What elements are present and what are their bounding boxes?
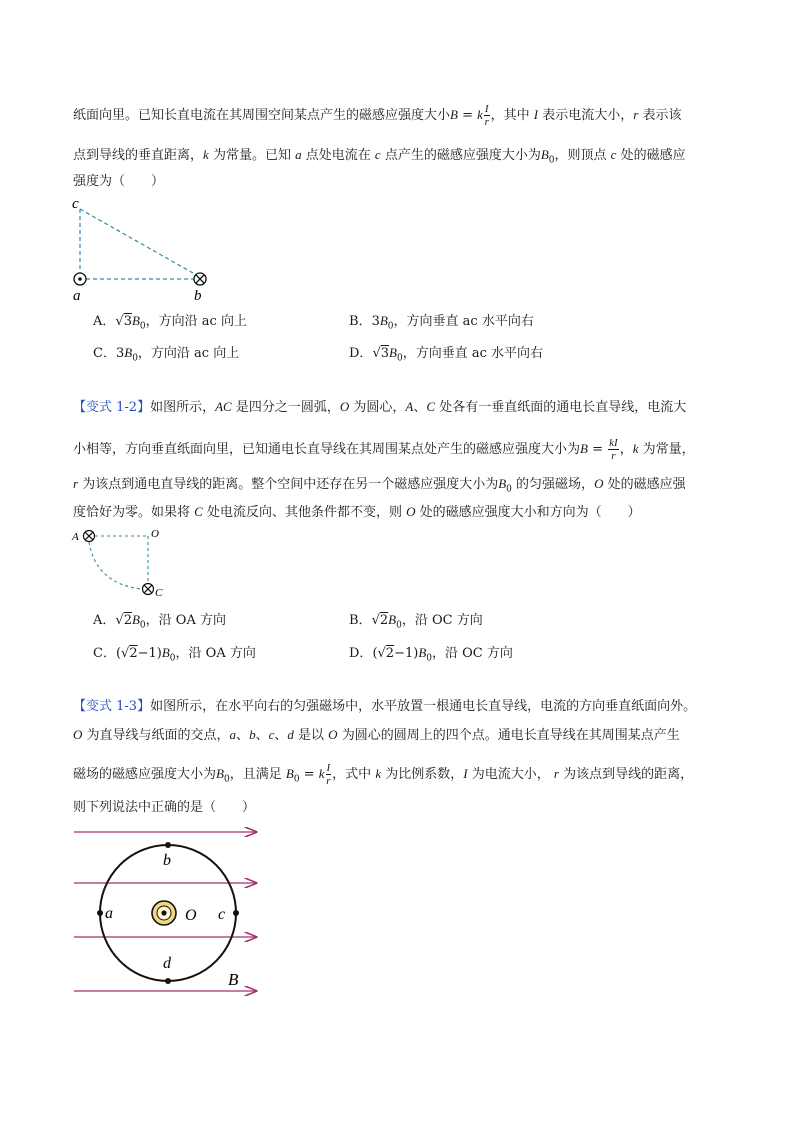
q1-line-3: 强度为（ ） xyxy=(73,174,165,189)
formula-fraction: $\frac{kI}{r}$ xyxy=(609,437,618,462)
q2-option-b: B．$√2B_0$，沿 OC 方向 xyxy=(349,612,483,631)
formula-fraction: $\frac{I}{r}$ xyxy=(326,762,331,787)
point-c xyxy=(233,910,239,916)
point-b xyxy=(165,842,171,848)
q1-line-2: 点到导线的垂直距离，k 为常量。已知 a 点处电流在 c 点产生的磁感应强度大小为$B_0$，则顶点 c 处的磁感应 xyxy=(73,147,686,166)
q2-line-2: 小相等，方向垂直纸面向里，已知通电长直导线在其周围某点处产生的磁感应强度大小为B = $\frac{kI}{r}$ ，k 为常量， xyxy=(73,437,695,462)
current-out-of-page-icon xyxy=(74,273,86,285)
point-b-label: b xyxy=(163,852,171,869)
variant-tag: 【变式 1-2】 xyxy=(73,400,151,415)
q1-text: 纸面向里。已知长直电流在其周围空间某点产生的磁感应强度大小 xyxy=(73,108,451,123)
q1-option-c: C．$3B_0$，方向沿 ac 向上 xyxy=(93,345,240,364)
point-c-label: C xyxy=(155,587,163,599)
current-into-page-icon xyxy=(194,273,206,285)
field-b-label: B xyxy=(228,970,239,989)
point-a-label: A xyxy=(72,531,79,543)
variant-tag: 【变式 1-3】 xyxy=(73,699,151,714)
current-into-page-icon xyxy=(143,584,154,595)
q1-option-b: B．$3B_0$，方向垂直 ac 水平向右 xyxy=(349,313,534,332)
q2-line-1: 【变式 1-2】如图所示，AC 是四分之一圆弧，O 为圆心，A、C 处各有一垂直纸面的通电长直导线，电流大 xyxy=(73,399,687,415)
current-into-page-icon xyxy=(84,531,95,542)
point-a-label: a xyxy=(105,905,113,922)
q3-line-2: O 为直导线与纸面的交点，a、b、c、d 是以 O 为圆心的圆周上的四个点。通电长直导线在其周围某点产生 xyxy=(73,727,680,743)
point-c-label: c xyxy=(218,906,226,923)
q1-triangle-figure xyxy=(66,193,216,303)
vertex-c-label: c xyxy=(72,196,79,212)
q3-line-3: 磁场的磁感应强度大小为$B_0$，且满足 $B_0 = k$ $\frac{I}{r}$ ，式中 k 为比例系数，I 为电流大小， r 为该点到导线的距离， xyxy=(73,762,694,787)
point-o-label: O xyxy=(185,907,197,924)
wire-current-out-icon xyxy=(152,901,176,925)
q1-line-1: 纸面向里。已知长直电流在其周围空间某点产生的磁感应强度大小B = k $\frac{I}{r}$ ，其中 I 表示电流大小，r 表示该 xyxy=(73,103,682,128)
q2-option-c: C．$(√2-1)B_0$，沿 OA 方向 xyxy=(93,645,256,664)
point-d-label: d xyxy=(163,955,171,972)
q3-line-4: 则下列说法中正确的是（ ） xyxy=(73,800,256,815)
q3-magnetic-field-figure xyxy=(70,820,270,1000)
q2-arc-figure xyxy=(72,526,172,602)
q2-line-4: 度恰好为零。如果将 C 处电流反向、其他条件都不变，则 O 处的磁感应强度大小和方向为（ ） xyxy=(73,504,641,520)
q1-option-d: D．$√3B_0$，方向垂直 ac 水平向右 xyxy=(349,345,543,364)
q2-line-3: r 为该点到通电直导线的距离。整个空间中还存在另一个磁感应强度大小为$B_0$ 的匀强磁场，O 处的磁感应强 xyxy=(73,476,686,495)
q2-option-a: A．$√2B_0$，沿 OA 方向 xyxy=(93,612,226,631)
point-o-label: O xyxy=(151,528,159,540)
q3-line-1: 【变式 1-3】如图所示，在水平向右的匀强磁场中，水平放置一根通电长直导线，电流的方向垂直纸面向外。 xyxy=(73,699,697,714)
point-d xyxy=(165,978,171,984)
vertex-b-label: b xyxy=(194,288,202,304)
formula-fraction: $\frac{I}{r}$ xyxy=(484,103,489,128)
q2-option-d: D．$(√2-1)B_0$，沿 OC 方向 xyxy=(349,645,513,664)
q1-option-a: A．$√3B_0$，方向沿 ac 向上 xyxy=(93,313,247,332)
vertex-a-label: a xyxy=(73,288,81,304)
point-a xyxy=(97,910,103,916)
